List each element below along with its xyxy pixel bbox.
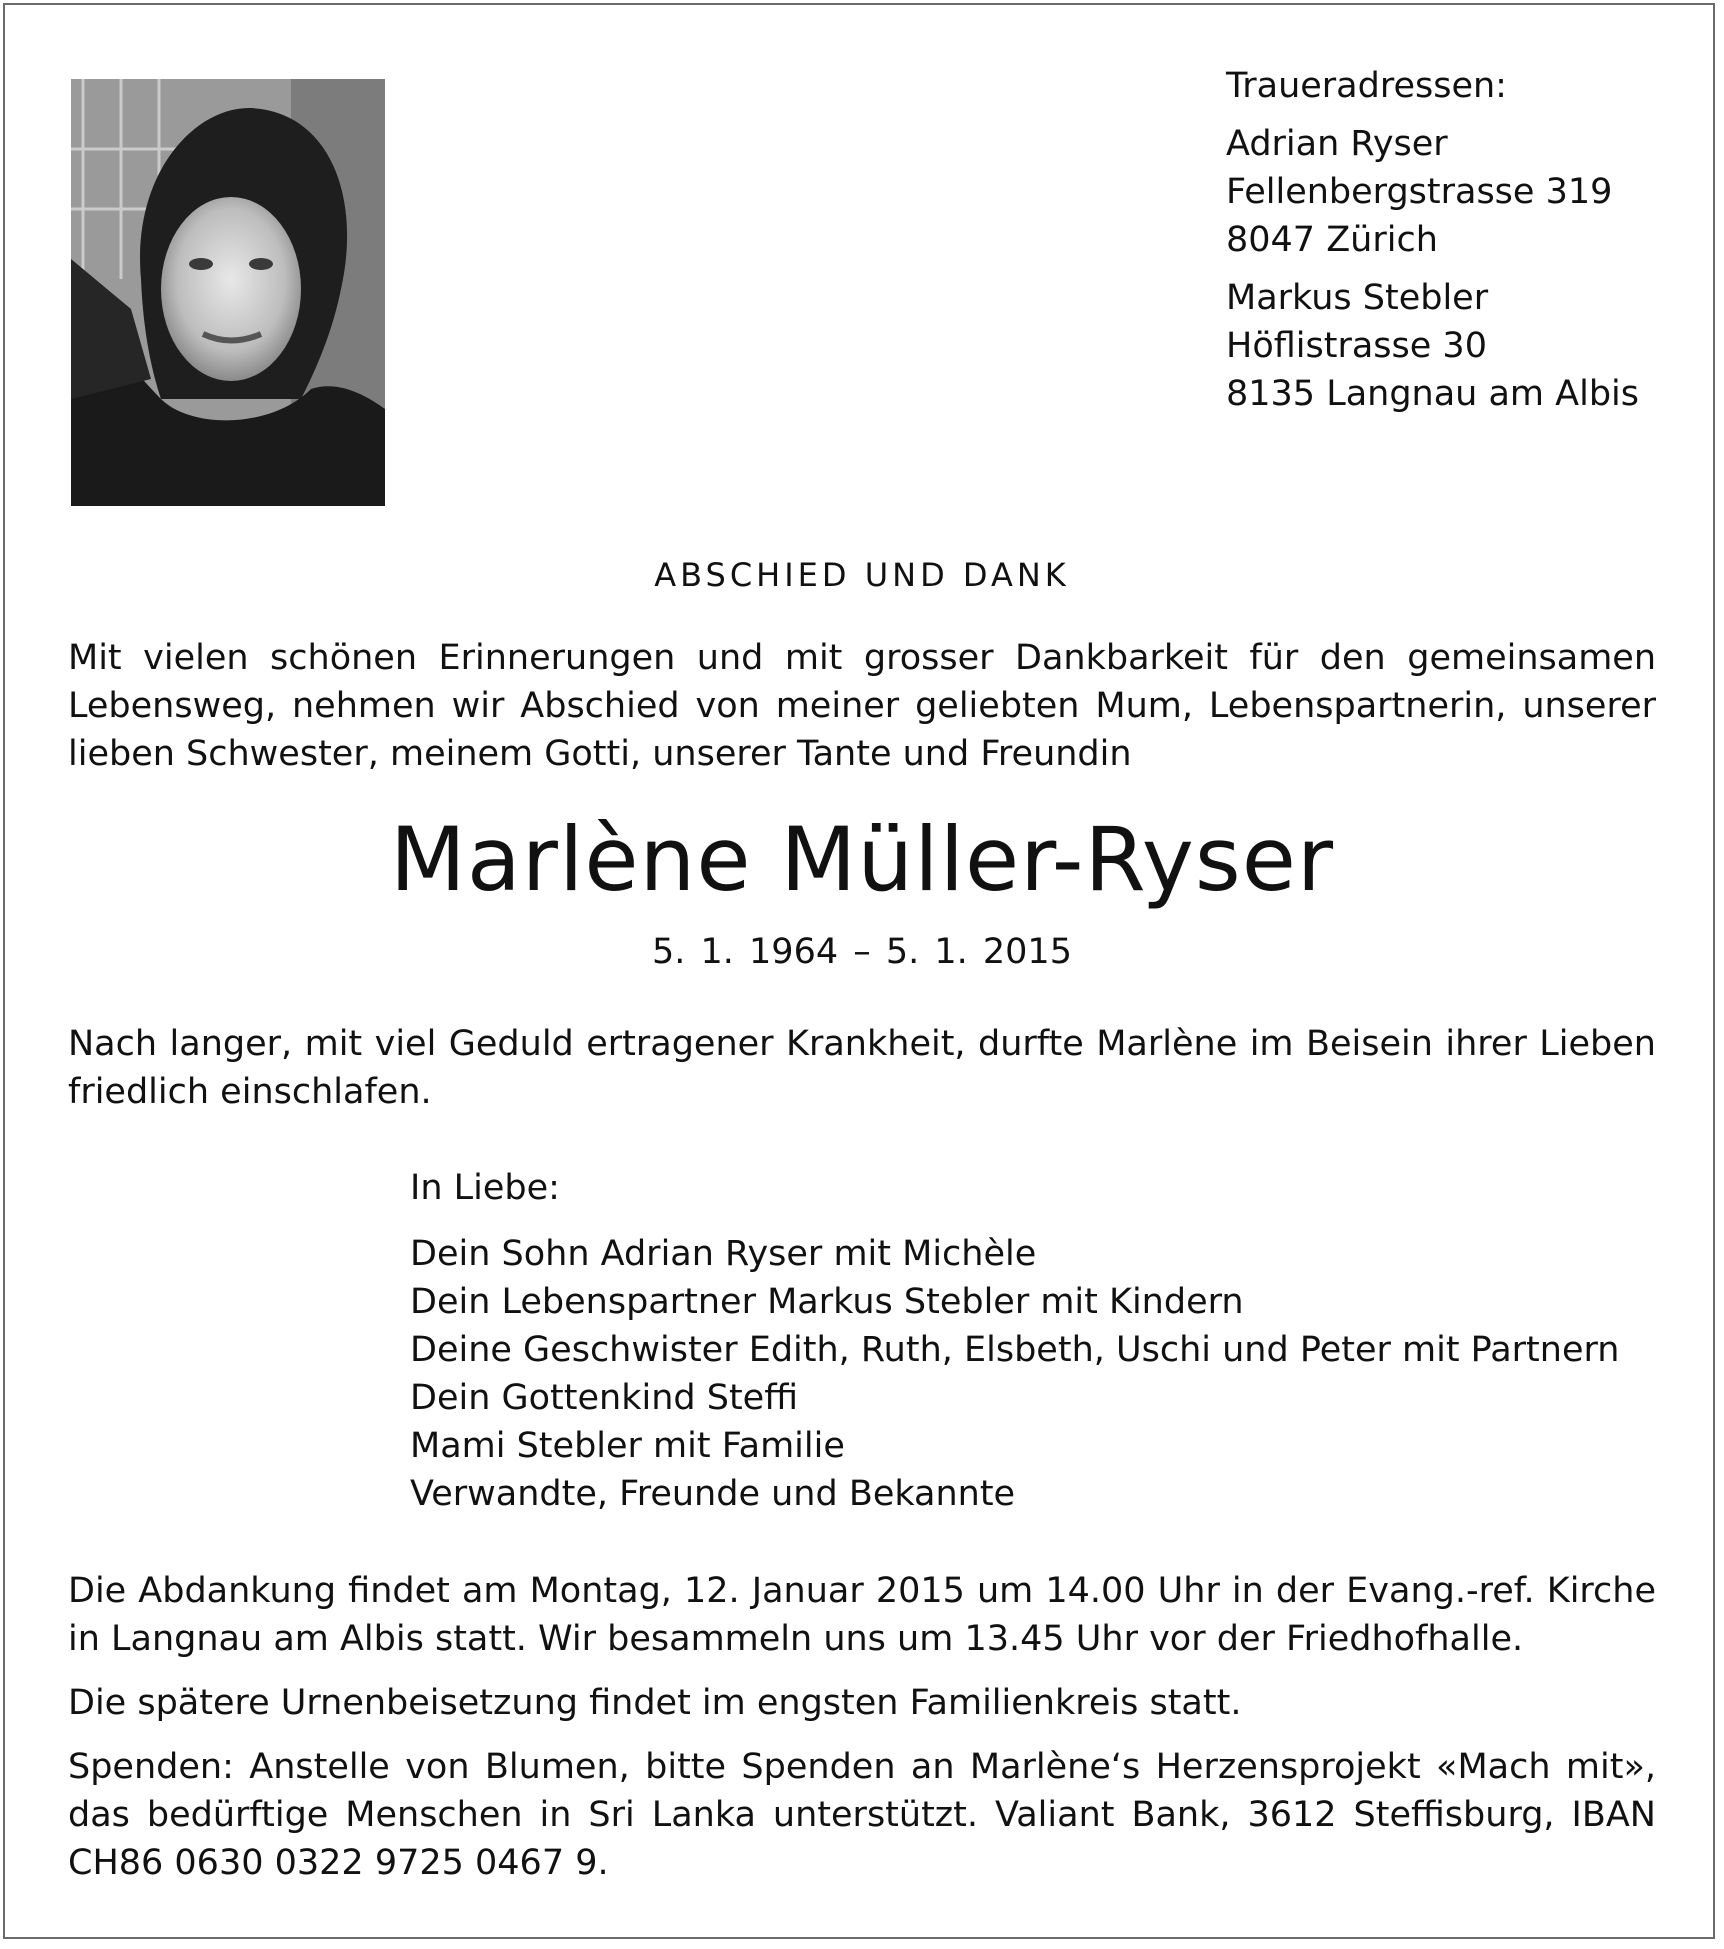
address-block bbox=[1226, 120, 1639, 264]
contact-city: 8135 Langnau am Albis bbox=[1226, 374, 1639, 414]
donations-paragraph: Spenden: Anstelle von Blumen, bitte Spenden an Marlène‘s Herzensprojekt «Mach mit», das bedürftige Menschen in Sri Lanka unterstützt. Valiant Bank, 3612 Steffisburg, IBAN CH86 0630 0322 9725 0467 9. bbox=[68, 1747, 1656, 1883]
intro-paragraph: Mit vielen schönen Erinnerungen und mit grosser Dankbarkeit für den gemeinsamen Lebensweg, nehmen wir Abschied von meiner geliebten Mum, Lebenspartnerin, unserer lieben Schwester, meinem Gotti, unserer Tante und Freundin bbox=[68, 638, 1656, 774]
address-block bbox=[1226, 274, 1639, 418]
family-list bbox=[410, 1164, 1619, 1518]
notice-heading: ABSCHIED UND DANK bbox=[654, 556, 1070, 594]
family-member: Deine Geschwister Edith, Ruth, Elsbeth, Uschi und Peter mit Partnern bbox=[410, 1330, 1620, 1370]
family-member: Dein Gottenkind Steffi bbox=[410, 1378, 799, 1418]
family-member: Dein Lebenspartner Markus Stebler mit Kindern bbox=[410, 1282, 1244, 1322]
life-dates: 5. 1. 1964 – 5. 1. 2015 bbox=[652, 932, 1072, 972]
passing-paragraph: Nach langer, mit viel Geduld ertragener Krankheit, durfte Marlène im Beisein ihrer Lieben friedlich einschlafen. bbox=[68, 1024, 1656, 1112]
portrait-photo-icon bbox=[71, 79, 385, 506]
family-member: Mami Stebler mit Familie bbox=[410, 1426, 845, 1466]
contact-name: Markus Stebler bbox=[1226, 278, 1489, 318]
contact-city: 8047 Zürich bbox=[1226, 220, 1438, 260]
contact-street: Fellenbergstrasse 319 bbox=[1226, 172, 1613, 212]
family-label: In Liebe: bbox=[410, 1168, 560, 1208]
contact-street: Höflistrasse 30 bbox=[1226, 326, 1487, 366]
deceased-name: Marlène Müller-Ryser bbox=[389, 808, 1335, 911]
family-member: Verwandte, Freunde und Bekannte bbox=[410, 1474, 1016, 1514]
family-member: Dein Sohn Adrian Ryser mit Michèle bbox=[410, 1234, 1037, 1274]
service-paragraph: Die Abdankung findet am Montag, 12. Januar 2015 um 14.00 Uhr in der Evang.-ref. Kirche in Langnau am Albis statt. Wir besammeln uns um 13.45 Uhr vor der Friedhofhalle. bbox=[68, 1571, 1656, 1659]
contact-name: Adrian Ryser bbox=[1226, 124, 1448, 164]
addresses-label: Traueradressen: bbox=[1226, 66, 1507, 106]
burial-paragraph: Die spätere Urnenbeisetzung findet im engsten Familienkreis statt. bbox=[68, 1683, 1242, 1723]
mourning-addresses bbox=[1226, 62, 1639, 428]
